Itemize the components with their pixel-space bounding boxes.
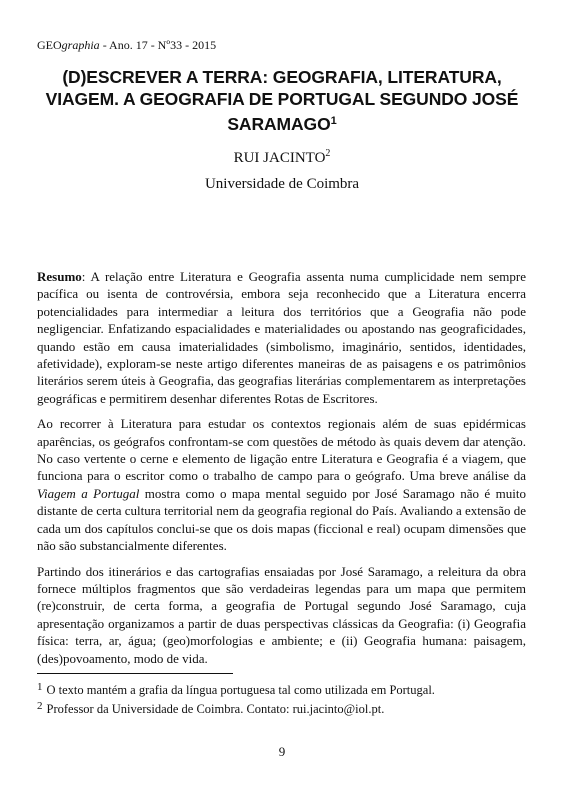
article-title bbox=[40, 66, 524, 135]
paragraph-2 bbox=[37, 415, 526, 554]
abstract-text: : A relação entre Literatura e Geografia assenta numa cumplicidade nem sempre pacífica ou isenta de controvérsia, embora seja reconhecido que a Literatura encerra potencialidades para intermediar a leitura dos territórios que a Geografia não pode negligenciar. Enfatizando espacialidades e materialidades ou apostando nas geograficidades, quando estão em causa imaterialidades (simbolismo, imaginário, sentidos, identidades, afetividade), exploram-se neste artigo diferentes maneiras de as paisagens e os patrimônios literários serem úteis à Geografia, das geografias literárias complementarem as interpretações geográficas e permitirem desenhar diferentes Rotas de Escritores. bbox=[37, 269, 526, 406]
footnote-2 bbox=[37, 700, 526, 717]
footnote-mark: 2 bbox=[37, 700, 43, 712]
author-footnote-ref: 2 bbox=[325, 148, 331, 159]
author bbox=[0, 148, 564, 167]
abstract-label: Resumo bbox=[37, 269, 82, 284]
paragraph-3: Partindo dos itinerários e das cartografias ensaiadas por José Saramago, a releitura da obra fornece múltiplos fragmentos que são verdadeiras legendas para um mapa que permitem (re)construir, de certa forma, a geografia de Portugal segundo José Saramago, cuja apresentação organizamos a partir de duas perspectivas clássicas da Geografia: (i) Geografia física: terra, ar, água; (geo)morfologias e ambiente; e (ii) Geografia humana: paisagem, (des)povoamento, modo de vida. bbox=[37, 563, 526, 666]
footnote-1 bbox=[37, 681, 526, 698]
journal-suffix: graphia bbox=[61, 38, 100, 52]
footnote-text: Professor da Universidade de Coimbra. Contato: rui.jacinto@iol.pt. bbox=[46, 702, 385, 716]
running-header bbox=[37, 38, 216, 53]
article-body bbox=[37, 268, 526, 675]
journal-prefix: GEO bbox=[37, 38, 62, 52]
title-text: (D)ESCREVER A TERRA: GEOGRAFIA, LITERATURA, VIAGEM. A GEOGRAFIA DE PORTUGAL SEGUNDO JOSÉ SARAMAGO bbox=[45, 67, 519, 134]
page-number: 9 bbox=[278, 744, 286, 759]
footnote-mark: 1 bbox=[37, 681, 43, 693]
footnote-text: O texto mantém a grafia da língua portuguesa tal como utilizada em Portugal. bbox=[46, 683, 435, 697]
issue-info: - Ano. 17 - Nº33 - 2015 bbox=[99, 38, 217, 52]
affiliation: Universidade de Coimbra bbox=[204, 176, 360, 192]
author-name: RUI JACINTO bbox=[233, 150, 326, 166]
title-footnote-ref: 1 bbox=[330, 115, 337, 127]
p2-after: mostra como o mapa mental seguido por José Saramago não é muito distante de certa cultura territorial nem da geografia regional do País. Avaliando a extensão de cada um dos capítulos conclui-se que os dois mapas (ficcional e real) ocupam dimensões que não são substancialmente diferentes. bbox=[37, 485, 526, 554]
p2-before: Ao recorrer à Literatura para estudar os contextos regionais além de suas epidérmicas aparências, os geógrafos confrontam-se com questões de método às quais devem dar atenção. No caso vertente o cerne e elemento de ligação entre Literatura e Geografia é a viagem, que funciona para o escritor como o trabalho de campo para o geógrafo. Uma breve análise da bbox=[37, 416, 526, 484]
abstract-paragraph bbox=[37, 268, 526, 407]
footnote-rule bbox=[37, 673, 233, 674]
book-title: Viagem a Portugal bbox=[37, 485, 140, 501]
